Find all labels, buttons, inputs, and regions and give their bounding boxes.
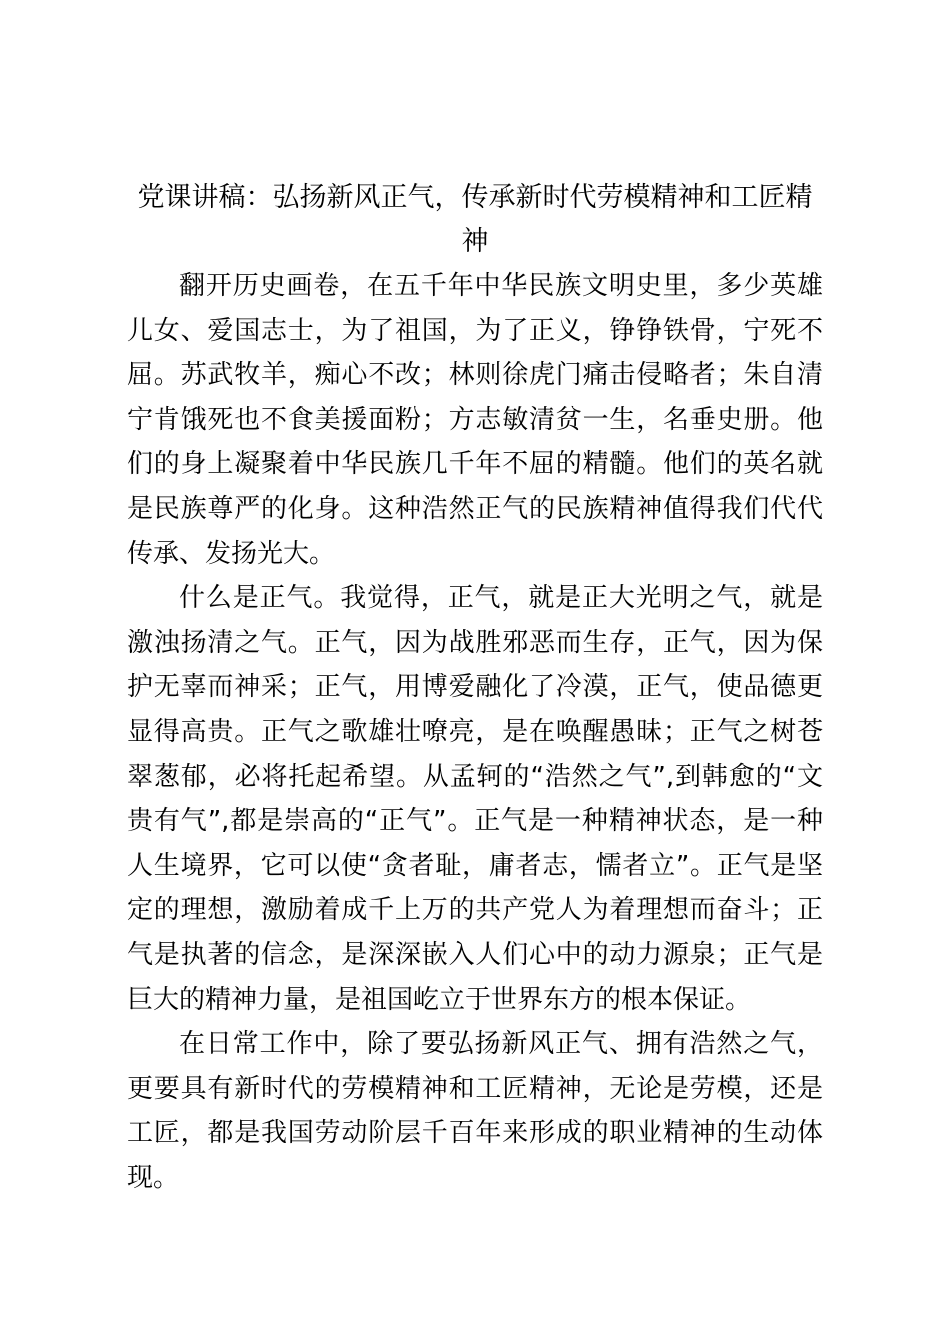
document-title: 党课讲稿：弘扬新风正气，传承新时代劳模精神和工匠精神	[137, 182, 813, 257]
paragraph-what-is-righteousness: 什么是正气。我觉得，正气，就是正大光明之气，就是激浊扬清之气。正气，因为战胜邪恶而生存，正气，因为保护无辜而神采；正气，用博爱融化了冷漠，正气，使品德更显得高贵。正气之歌雄壮嘹亮，是在唤醒愚昧；正气之树苍翠葱郁，必将托起希望。从孟轲的“浩然之气”,到韩愈的“文贵有气”,都是崇高的“正气”。正气是一种精神状态，是一种人生境界，它可以使“贪者耻，庸者志，懦者立”。正气是坚定的理想，激励着成千上万的共产党人为着理想而奋斗；正气是执著的信念，是深深嵌入人们心中的动力源泉；正气是巨大的精神力量，是祖国屹立于世界东方的根本保证。	[127, 583, 823, 1015]
document-body	[127, 176, 823, 1200]
paragraph-history: 翻开历史画卷，在五千年中华民族文明史里，多少英雄儿女、爱国志士，为了祖国，为了正义，铮铮铁骨，宁死不屈。苏武牧羊，痴心不改；林则徐虎门痛击侵略者；朱自清宁肯饿死也不食美援面粉；方志敏清贫一生，名垂史册。他们的身上凝聚着中华民族几千年不屈的精髓。他们的英名就是民族尊严的化身。这种浩然正气的民族精神值得我们代代传承、发扬光大。	[127, 271, 823, 569]
paragraph-daily-work: 在日常工作中，除了要弘扬新风正气、拥有浩然之气，更要具有新时代的劳模精神和工匠精神，无论是劳模，还是工匠，都是我国劳动阶层千百年来形成的职业精神的生动体现。	[127, 1029, 823, 1193]
